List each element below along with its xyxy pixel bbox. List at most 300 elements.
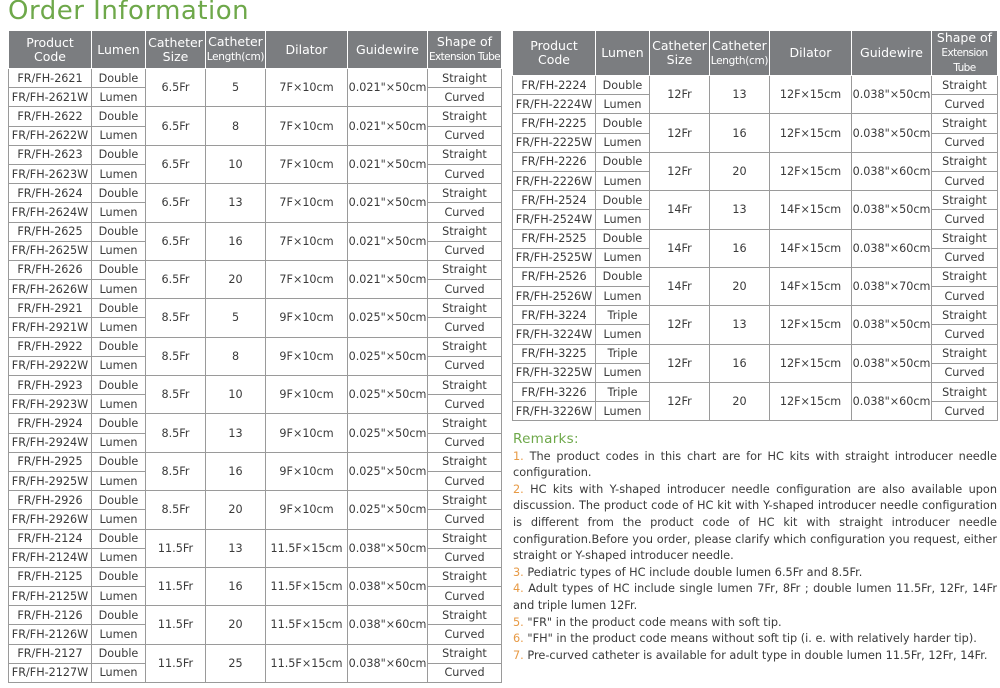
product-code-cell: FR/FH-2623 — [9, 145, 92, 164]
shape-cell: Curved — [428, 318, 502, 337]
guidewire-cell: 0.025"×50cm — [348, 414, 428, 452]
remark-text: "FR" in the product code means with soft tip. — [527, 615, 782, 629]
dilator-cell: 7F×10cm — [266, 107, 348, 145]
catheter-size-cell: 8.5Fr — [146, 414, 206, 452]
shape-cell: Straight — [932, 306, 998, 325]
product-code-cell: FR/FH-2925 — [9, 452, 92, 471]
dilator-cell: 9F×10cm — [266, 452, 348, 490]
header-dilator: Dilator — [266, 31, 348, 69]
lumen-cell: Lumen — [92, 164, 146, 183]
shape-cell: Curved — [428, 203, 502, 222]
table-row — [9, 644, 502, 663]
header-lumen: Lumen — [596, 31, 650, 76]
remark-number: 7. — [513, 648, 524, 662]
shape-cell: Straight — [428, 337, 502, 356]
guidewire-cell: 0.021"×50cm — [348, 107, 428, 145]
catheter-size-cell: 12Fr — [650, 383, 710, 421]
remark-number: 1. — [513, 449, 524, 463]
catheter-length-cell: 13 — [710, 191, 770, 229]
shape-cell: Straight — [428, 184, 502, 203]
dilator-cell: 12F×15cm — [770, 114, 852, 152]
shape-cell: Straight — [428, 414, 502, 433]
catheter-length-cell: 20 — [710, 267, 770, 305]
guidewire-cell: 0.038"×50cm — [852, 306, 932, 344]
guidewire-cell: 0.038"×60cm — [348, 606, 428, 644]
table-row — [513, 383, 998, 402]
lumen-cell: Double — [92, 606, 146, 625]
dilator-cell: 14F×15cm — [770, 267, 852, 305]
catheter-length-cell: 13 — [206, 414, 266, 452]
table-header-row — [9, 31, 502, 69]
product-code-cell: FR/FH-3224 — [513, 306, 596, 325]
product-code-cell: FR/FH-2924 — [9, 414, 92, 433]
remark-text: Pediatric types of HC include double lumen 6.5Fr and 8.5Fr. — [527, 565, 863, 579]
header-catheter-size: Catheter Size — [146, 31, 206, 69]
product-code-cell: FR/FH-2126W — [9, 625, 92, 644]
guidewire-cell: 0.025"×50cm — [348, 452, 428, 490]
header-shape: Shape of Extension Tube — [428, 31, 502, 69]
product-code-cell: FR/FH-2923 — [9, 376, 92, 395]
dilator-cell: 14F×15cm — [770, 191, 852, 229]
catheter-size-cell: 6.5Fr — [146, 107, 206, 145]
order-table-left — [8, 30, 502, 683]
shape-cell: Straight — [428, 452, 502, 471]
catheter-length-cell: 10 — [206, 376, 266, 414]
remark-text: Adult types of HC include single lumen 7Fr, 8Fr ; double lumen 11.5Fr, 12Fr, 14Fr and triple lumen 12Fr. — [513, 582, 997, 612]
lumen-cell: Lumen — [92, 241, 146, 260]
shape-cell: Straight — [932, 152, 998, 171]
catheter-size-cell: 12Fr — [650, 306, 710, 344]
table-row — [513, 191, 998, 210]
remark-item — [513, 615, 997, 632]
catheter-length-cell: 13 — [206, 529, 266, 567]
product-code-cell: FR/FH-2225W — [513, 133, 596, 152]
product-code-cell: FR/FH-2226 — [513, 152, 596, 171]
lumen-cell: Lumen — [92, 510, 146, 529]
remark-item — [513, 482, 997, 565]
lumen-cell: Double — [92, 452, 146, 471]
header-product-code: Product Code — [9, 31, 92, 69]
product-code-cell: FR/FH-2125 — [9, 567, 92, 586]
table-row — [513, 306, 998, 325]
remark-number: 4. — [513, 582, 524, 596]
shape-cell: Curved — [428, 164, 502, 183]
shape-cell: Straight — [428, 491, 502, 510]
lumen-cell: Lumen — [92, 280, 146, 299]
product-code-cell: FR/FH-2126 — [9, 606, 92, 625]
table-row — [513, 76, 998, 95]
guidewire-cell: 0.021"×50cm — [348, 184, 428, 222]
dilator-cell: 9F×10cm — [266, 337, 348, 375]
remark-item — [513, 449, 997, 482]
remark-item — [513, 631, 997, 648]
catheter-size-cell: 14Fr — [650, 229, 710, 267]
guidewire-cell: 0.038"×50cm — [348, 529, 428, 567]
remark-item — [513, 581, 997, 614]
lumen-cell: Double — [92, 567, 146, 586]
header-catheter-length: Catheter Length(cm) — [206, 31, 266, 69]
product-code-cell: FR/FH-2525W — [513, 248, 596, 267]
guidewire-cell: 0.038"×50cm — [852, 191, 932, 229]
catheter-length-cell: 20 — [710, 152, 770, 190]
dilator-cell: 12F×15cm — [770, 383, 852, 421]
lumen-cell: Double — [596, 152, 650, 171]
table-row — [9, 222, 502, 241]
table-row — [9, 184, 502, 203]
lumen-cell: Lumen — [92, 587, 146, 606]
shape-cell: Straight — [932, 344, 998, 363]
product-code-cell: FR/FH-2622 — [9, 107, 92, 126]
product-code-cell: FR/FH-2622W — [9, 126, 92, 145]
lumen-cell: Lumen — [92, 625, 146, 644]
product-code-cell: FR/FH-2921 — [9, 299, 92, 318]
remarks-list — [513, 449, 997, 665]
dilator-cell: 12F×15cm — [770, 344, 852, 382]
table-row — [9, 376, 502, 395]
lumen-cell: Double — [92, 337, 146, 356]
product-code-cell: FR/FH-2125W — [9, 587, 92, 606]
catheter-size-cell: 6.5Fr — [146, 145, 206, 183]
shape-cell: Curved — [932, 248, 998, 267]
dilator-cell: 11.5F×15cm — [266, 567, 348, 605]
remark-number: 3. — [513, 565, 524, 579]
shape-cell: Curved — [428, 625, 502, 644]
remark-text: "FH" in the product code means without soft tip (i. e. with relatively harder tip). — [527, 632, 977, 646]
table-row — [513, 344, 998, 363]
lumen-cell: Double — [92, 491, 146, 510]
product-code-cell: FR/FH-3225 — [513, 344, 596, 363]
table-row — [9, 69, 502, 88]
remark-text: HC kits with Y-shaped introducer needle configuration are also available upon discussion. The product code of HC kit with Y-shaped introducer needle configuration is different from the product code of HC kit with straight introducer needle configuration.Before you order, please clarify which configuration you request, either straight or Y-shaped introducer needle. — [513, 482, 997, 563]
product-code-cell: FR/FH-2626W — [9, 280, 92, 299]
dilator-cell: 7F×10cm — [266, 222, 348, 260]
shape-cell: Straight — [932, 229, 998, 248]
shape-cell: Curved — [932, 287, 998, 306]
lumen-cell: Lumen — [596, 248, 650, 267]
shape-cell: Straight — [428, 222, 502, 241]
product-code-cell: FR/FH-2524W — [513, 210, 596, 229]
catheter-length-cell: 16 — [206, 567, 266, 605]
lumen-cell: Double — [596, 76, 650, 95]
shape-cell: Curved — [428, 548, 502, 567]
catheter-length-cell: 10 — [206, 145, 266, 183]
lumen-cell: Double — [92, 414, 146, 433]
table-row — [513, 152, 998, 171]
shape-cell: Straight — [428, 567, 502, 586]
lumen-cell: Lumen — [596, 95, 650, 114]
catheter-length-cell: 16 — [206, 452, 266, 490]
guidewire-cell: 0.038"×60cm — [852, 152, 932, 190]
lumen-cell: Triple — [596, 344, 650, 363]
table-row — [9, 145, 502, 164]
lumen-cell: Double — [92, 107, 146, 126]
catheter-size-cell: 11.5Fr — [146, 606, 206, 644]
header-dilator: Dilator — [770, 31, 852, 76]
guidewire-cell: 0.038"×60cm — [852, 383, 932, 421]
product-code-cell: FR/FH-2621W — [9, 88, 92, 107]
lumen-cell: Lumen — [92, 126, 146, 145]
product-code-cell: FR/FH-2922 — [9, 337, 92, 356]
catheter-length-cell: 16 — [710, 229, 770, 267]
catheter-size-cell: 11.5Fr — [146, 529, 206, 567]
product-code-cell: FR/FH-3225W — [513, 363, 596, 382]
shape-cell: Curved — [428, 663, 502, 682]
catheter-size-cell: 12Fr — [650, 114, 710, 152]
guidewire-cell: 0.038"×60cm — [852, 229, 932, 267]
catheter-size-cell: 6.5Fr — [146, 260, 206, 298]
catheter-size-cell: 12Fr — [650, 152, 710, 190]
guidewire-cell: 0.038"×60cm — [348, 644, 428, 682]
lumen-cell: Lumen — [92, 356, 146, 375]
shape-cell: Curved — [932, 402, 998, 421]
lumen-cell: Lumen — [596, 133, 650, 152]
guidewire-cell: 0.025"×50cm — [348, 299, 428, 337]
catheter-length-cell: 13 — [206, 184, 266, 222]
dilator-cell: 9F×10cm — [266, 376, 348, 414]
table-row — [9, 529, 502, 548]
product-code-cell: FR/FH-2924W — [9, 433, 92, 452]
table-row — [9, 260, 502, 279]
product-code-cell: FR/FH-3226W — [513, 402, 596, 421]
shape-cell: Curved — [932, 363, 998, 382]
shape-cell: Straight — [428, 260, 502, 279]
product-code-cell: FR/FH-2921W — [9, 318, 92, 337]
header-lumen: Lumen — [92, 31, 146, 69]
product-code-cell: FR/FH-2625 — [9, 222, 92, 241]
shape-cell: Curved — [428, 280, 502, 299]
product-code-cell: FR/FH-2623W — [9, 164, 92, 183]
shape-cell: Curved — [428, 88, 502, 107]
lumen-cell: Lumen — [92, 471, 146, 490]
catheter-size-cell: 6.5Fr — [146, 69, 206, 107]
product-code-cell: FR/FH-2525 — [513, 229, 596, 248]
catheter-size-cell: 6.5Fr — [146, 184, 206, 222]
guidewire-cell: 0.025"×50cm — [348, 337, 428, 375]
table-row — [9, 452, 502, 471]
remark-text: Pre-curved catheter is available for adult type in double lumen 11.5Fr, 12Fr, 14Fr. — [527, 648, 988, 662]
dilator-cell: 7F×10cm — [266, 69, 348, 107]
shape-cell: Curved — [932, 95, 998, 114]
shape-cell: Straight — [428, 606, 502, 625]
shape-cell: Curved — [428, 356, 502, 375]
catheter-length-cell: 20 — [206, 491, 266, 529]
lumen-cell: Double — [92, 644, 146, 663]
lumen-cell: Double — [596, 229, 650, 248]
shape-cell: Straight — [428, 376, 502, 395]
table-row — [9, 567, 502, 586]
shape-cell: Straight — [428, 529, 502, 548]
table-row — [9, 606, 502, 625]
catheter-length-cell: 5 — [206, 69, 266, 107]
lumen-cell: Double — [596, 114, 650, 133]
dilator-cell: 11.5F×15cm — [266, 644, 348, 682]
catheter-length-cell: 8 — [206, 337, 266, 375]
lumen-cell: Lumen — [92, 548, 146, 567]
shape-cell: Curved — [428, 587, 502, 606]
shape-cell: Curved — [932, 210, 998, 229]
shape-cell: Curved — [932, 171, 998, 190]
catheter-size-cell: 8.5Fr — [146, 376, 206, 414]
table-header-row — [513, 31, 998, 76]
table-row — [513, 267, 998, 286]
header-catheter-size: Catheter Size — [650, 31, 710, 76]
shape-cell: Straight — [428, 69, 502, 88]
catheter-size-cell: 8.5Fr — [146, 299, 206, 337]
product-code-cell: FR/FH-2624W — [9, 203, 92, 222]
catheter-length-cell: 8 — [206, 107, 266, 145]
product-code-cell: FR/FH-3226 — [513, 383, 596, 402]
lumen-cell: Lumen — [92, 318, 146, 337]
catheter-length-cell: 16 — [710, 344, 770, 382]
lumen-cell: Lumen — [92, 88, 146, 107]
shape-cell: Straight — [932, 267, 998, 286]
remark-text: The product codes in this chart are for HC kits with straight introducer needle configuration. — [513, 449, 997, 480]
guidewire-cell: 0.038"×70cm — [852, 267, 932, 305]
catheter-length-cell: 20 — [206, 606, 266, 644]
catheter-length-cell: 16 — [206, 222, 266, 260]
header-shape: Shape of Extension Tube — [932, 31, 998, 76]
lumen-cell: Double — [92, 222, 146, 241]
guidewire-cell: 0.025"×50cm — [348, 376, 428, 414]
product-code-cell: FR/FH-2625W — [9, 241, 92, 260]
catheter-size-cell: 8.5Fr — [146, 452, 206, 490]
lumen-cell: Lumen — [596, 363, 650, 382]
product-code-cell: FR/FH-2524 — [513, 191, 596, 210]
product-code-cell: FR/FH-2224 — [513, 76, 596, 95]
dilator-cell: 12F×15cm — [770, 152, 852, 190]
product-code-cell: FR/FH-2526 — [513, 267, 596, 286]
shape-cell: Curved — [428, 241, 502, 260]
remark-number: 6. — [513, 632, 524, 646]
remark-number: 2. — [513, 482, 524, 496]
table-body — [9, 69, 502, 683]
dilator-cell: 14F×15cm — [770, 229, 852, 267]
catheter-length-cell: 16 — [710, 114, 770, 152]
product-code-cell: FR/FH-3224W — [513, 325, 596, 344]
page-title: Order Information — [8, 0, 250, 26]
lumen-cell: Double — [92, 260, 146, 279]
catheter-size-cell: 12Fr — [650, 76, 710, 114]
product-code-cell: FR/FH-2926W — [9, 510, 92, 529]
dilator-cell: 12F×15cm — [770, 76, 852, 114]
product-code-cell: FR/FH-2124 — [9, 529, 92, 548]
dilator-cell: 7F×10cm — [266, 184, 348, 222]
product-code-cell: FR/FH-2925W — [9, 471, 92, 490]
catheter-size-cell: 14Fr — [650, 267, 710, 305]
table-row — [9, 491, 502, 510]
remark-number: 5. — [513, 615, 524, 629]
guidewire-cell: 0.021"×50cm — [348, 145, 428, 183]
catheter-length-cell: 20 — [206, 260, 266, 298]
guidewire-cell: 0.038"×50cm — [348, 567, 428, 605]
guidewire-cell: 0.038"×50cm — [852, 344, 932, 382]
dilator-cell: 9F×10cm — [266, 414, 348, 452]
shape-cell: Straight — [428, 299, 502, 318]
remark-item — [513, 648, 997, 665]
shape-cell: Curved — [428, 433, 502, 452]
shape-cell: Curved — [428, 471, 502, 490]
shape-cell: Straight — [428, 107, 502, 126]
lumen-cell: Lumen — [596, 171, 650, 190]
lumen-cell: Lumen — [92, 663, 146, 682]
table-row — [9, 107, 502, 126]
dilator-cell: 11.5F×15cm — [266, 606, 348, 644]
guidewire-cell: 0.021"×50cm — [348, 260, 428, 298]
catheter-length-cell: 5 — [206, 299, 266, 337]
catheter-size-cell: 8.5Fr — [146, 491, 206, 529]
header-guidewire: Guidewire — [852, 31, 932, 76]
remarks-title: Remarks: — [513, 431, 579, 447]
lumen-cell: Lumen — [596, 402, 650, 421]
shape-cell: Straight — [428, 644, 502, 663]
product-code-cell: FR/FH-2923W — [9, 395, 92, 414]
table-row — [513, 114, 998, 133]
product-code-cell: FR/FH-2224W — [513, 95, 596, 114]
shape-cell: Straight — [428, 145, 502, 164]
table-row — [9, 337, 502, 356]
catheter-length-cell: 20 — [710, 383, 770, 421]
remark-item — [513, 565, 997, 582]
shape-cell: Curved — [428, 510, 502, 529]
lumen-cell: Double — [596, 267, 650, 286]
catheter-size-cell: 11.5Fr — [146, 567, 206, 605]
product-code-cell: FR/FH-2124W — [9, 548, 92, 567]
catheter-length-cell: 13 — [710, 306, 770, 344]
guidewire-cell: 0.021"×50cm — [348, 222, 428, 260]
table-body — [513, 76, 998, 421]
product-code-cell: FR/FH-2621 — [9, 69, 92, 88]
guidewire-cell: 0.038"×50cm — [852, 76, 932, 114]
lumen-cell: Lumen — [596, 325, 650, 344]
header-guidewire: Guidewire — [348, 31, 428, 69]
catheter-length-cell: 25 — [206, 644, 266, 682]
dilator-cell: 9F×10cm — [266, 491, 348, 529]
dilator-cell: 12F×15cm — [770, 306, 852, 344]
lumen-cell: Double — [92, 529, 146, 548]
dilator-cell: 7F×10cm — [266, 145, 348, 183]
product-code-cell: FR/FH-2626 — [9, 260, 92, 279]
product-code-cell: FR/FH-2926 — [9, 491, 92, 510]
order-table-right — [512, 30, 998, 421]
lumen-cell: Lumen — [92, 433, 146, 452]
shape-cell: Straight — [932, 383, 998, 402]
lumen-cell: Triple — [596, 383, 650, 402]
catheter-size-cell: 6.5Fr — [146, 222, 206, 260]
guidewire-cell: 0.025"×50cm — [348, 491, 428, 529]
catheter-size-cell: 11.5Fr — [146, 644, 206, 682]
product-code-cell: FR/FH-2226W — [513, 171, 596, 190]
catheter-size-cell: 8.5Fr — [146, 337, 206, 375]
remarks-section — [513, 431, 997, 664]
product-code-cell: FR/FH-2225 — [513, 114, 596, 133]
header-product-code: Product Code — [513, 31, 596, 76]
shape-cell: Curved — [932, 325, 998, 344]
lumen-cell: Double — [596, 191, 650, 210]
catheter-size-cell: 14Fr — [650, 191, 710, 229]
dilator-cell: 11.5F×15cm — [266, 529, 348, 567]
lumen-cell: Lumen — [92, 395, 146, 414]
guidewire-cell: 0.038"×50cm — [852, 114, 932, 152]
header-catheter-length: Catheter Length(cm) — [710, 31, 770, 76]
product-code-cell: FR/FH-2624 — [9, 184, 92, 203]
product-code-cell: FR/FH-2922W — [9, 356, 92, 375]
shape-cell: Straight — [932, 191, 998, 210]
table-row — [513, 229, 998, 248]
catheter-length-cell: 13 — [710, 76, 770, 114]
lumen-cell: Lumen — [596, 210, 650, 229]
product-code-cell: FR/FH-2526W — [513, 287, 596, 306]
guidewire-cell: 0.021"×50cm — [348, 69, 428, 107]
